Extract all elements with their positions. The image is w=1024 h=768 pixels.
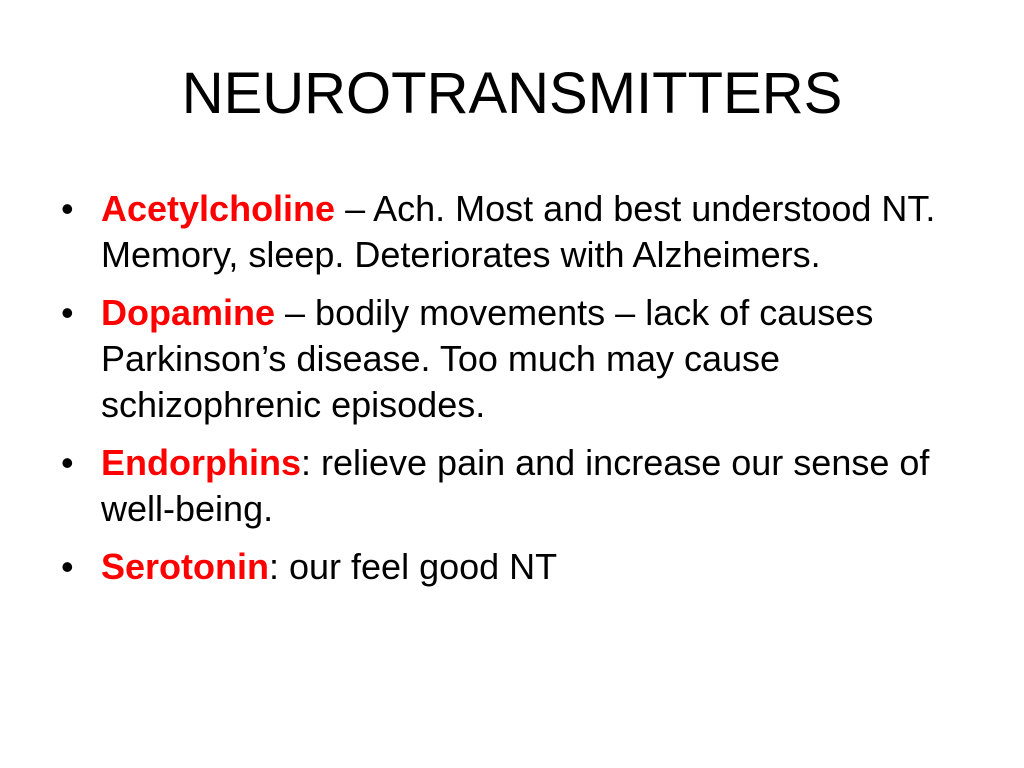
slide-title: NEUROTRANSMITTERS — [181, 61, 843, 126]
description-serotonin: : our feel good NT — [269, 546, 558, 587]
bullet-list — [60, 186, 960, 602]
bullet-item-acetylcholine — [60, 186, 960, 278]
description-endorphins: : relieve pain and increase our sense of well-being. — [101, 442, 930, 529]
term-endorphins: Endorphins — [101, 442, 301, 483]
bullet-item-dopamine — [60, 290, 960, 428]
bullet-icon: • — [61, 292, 74, 333]
term-acetylcholine: Acetylcholine — [101, 188, 336, 229]
bullet-item-endorphins — [60, 440, 960, 532]
bullet-icon: • — [61, 442, 74, 483]
bullet-item-serotonin — [60, 544, 960, 590]
term-serotonin: Serotonin — [101, 546, 269, 587]
description-acetylcholine: – Ach. Most and best understood NT. Memory, sleep. Deteriorates with Alzheimers. — [101, 188, 936, 275]
term-dopamine: Dopamine — [101, 292, 276, 333]
bullet-icon: • — [61, 546, 74, 587]
bullet-icon: • — [61, 188, 74, 229]
description-dopamine: – bodily movements – lack of causes Parkinson’s disease. Too much may cause schizophrenic episodes. — [101, 292, 874, 425]
